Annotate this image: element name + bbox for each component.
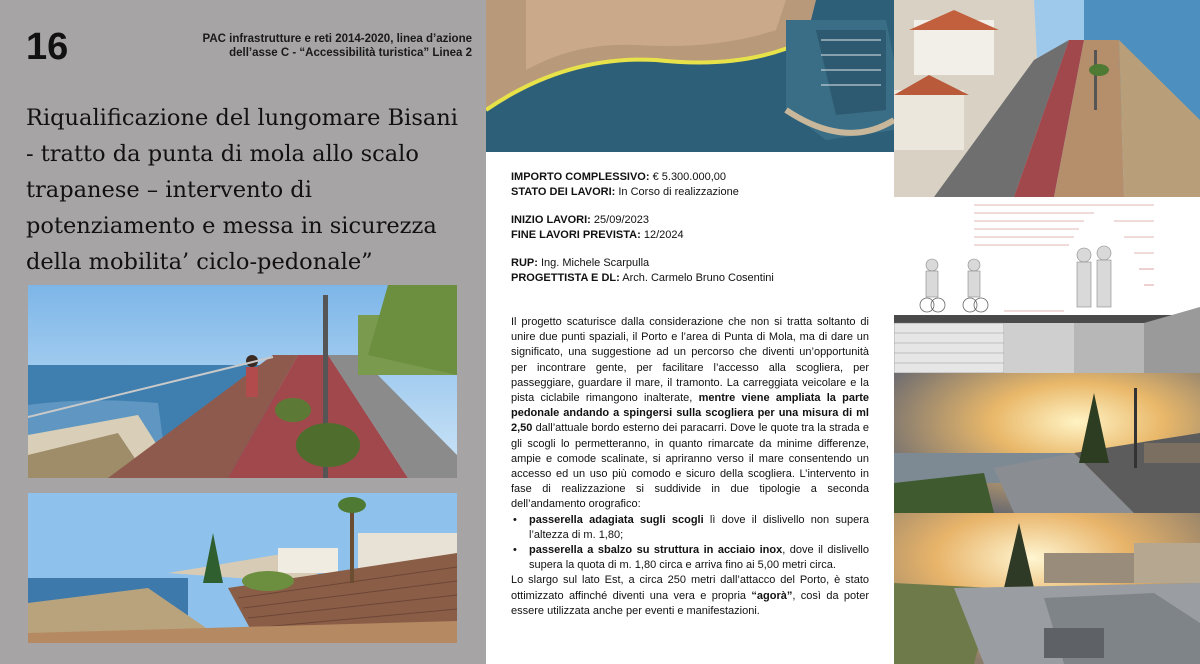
coastal-road-rendering (894, 0, 1200, 197)
plaza-rendering (894, 513, 1200, 664)
rup-row (511, 256, 871, 271)
list-item: • passerella adagiata sugli scogli lì dove il dislivello non supera l’altezza di m. 1,80; (511, 513, 869, 543)
progettista-label: PROGETTISTA E DL: (511, 271, 620, 284)
program-line-2: dell’asse C - “Accessibilità turistica” Linea 2 (229, 47, 472, 59)
stato-label: STATO DEI LAVORI: (511, 185, 616, 198)
project-title: Riqualificazione del lungomare Bisani - tratto da punta di mola allo scalo trapanese – intervento di potenziamento e messa in sicurezza della mobilita’ ciclo-pedonale” (26, 105, 458, 275)
coastal-road-illustration (894, 0, 1200, 197)
plaza-illustration (894, 513, 1200, 664)
program-reference (152, 32, 472, 60)
program-line-1: PAC infrastrutture e reti 2014-2020, linea d’azione (202, 33, 472, 45)
project-details (511, 170, 871, 285)
aerial-photo (486, 0, 894, 152)
aerial-illustration (486, 0, 894, 152)
fine-label: FINE LAVORI PREVISTA: (511, 228, 641, 241)
stato-value: In Corso di realizzazione (618, 185, 739, 198)
progettista-value: Arch. Carmelo Bruno Cosentini (622, 271, 774, 284)
rup-value: Ing. Michele Scarpulla (540, 257, 650, 269)
promenade-photo (28, 285, 457, 478)
list-item: • passerella a sbalzo su struttura in acciaio inox, dove il dislivello supera la quota di m. 1,80 circa e arriva fino ai 5,00 metri circa. (511, 543, 869, 573)
left-panel (0, 0, 486, 664)
fine-value: 12/2024 (643, 228, 684, 241)
importo-label: IMPORTO COMPLESSIVO: (511, 171, 650, 183)
fine-row (511, 228, 871, 243)
sunset-illustration (894, 373, 1200, 513)
sunset-rendering (894, 373, 1200, 513)
inizio-value: 25/09/2023 (593, 214, 649, 226)
rup-label: RUP: (511, 257, 538, 269)
description-highlight: mentre viene ampliata la parte pedonale andando a spingersi sulla scogliera per una misura di ml 2,50 (511, 392, 870, 435)
promenade-illustration (28, 285, 457, 478)
cross-section-drawing (894, 197, 1200, 373)
stato-row (511, 185, 871, 200)
steps-rendering (28, 493, 457, 643)
description-paragraph-2: Lo slargo sul lato Est, a circa 250 metri dall’attacco del Porto, è stato ottimizzato affinché diventi una vera e propria “agorà”, così da poter essere utilizzata anche per eventi e manifestazioni. (511, 574, 869, 617)
project-description (511, 315, 869, 619)
description-paragraph-1: Il progetto scaturisce dalla considerazione che non si tratta soltanto di unire due punti spaziali, il Porto e l’area di Punta di Mola, ma di dare un significato, una suggestione ad un percorso che diventi un’opportunità per incontrare gente, per facilitare l’accesso alla scogliera, per passeggiare, guardare il mare, il tramonto. La carreggiata veicolare e la pista ciclabile rimangono inalterate, mentre viene ampliata la parte pedonale andando a spingersi sulla scogliera per una misura di ml 2,50 dall’attuale bordo esterno dei paracarri. Dove le quote tra la strada e gli scogli lo permetteranno, in quanto rimarcate da minime differenze, ampie e comode scalinate, si apriranno verso il mare consentendo un accesso ed un uso più comodo e sicuro della scogliera. L’intervento in fase di realizzazione si suddivide in due tipologie a seconda dell’andamento orografico: (511, 316, 870, 511)
cross-section-illustration (894, 197, 1200, 373)
inizio-row (511, 213, 871, 228)
agora-highlight: “agorà” (751, 589, 793, 602)
page-number: 16 (26, 26, 69, 68)
steps-illustration (28, 493, 457, 643)
inizio-label: INIZIO LAVORI: (511, 214, 591, 226)
importo-value: € 5.300.000,00 (652, 171, 726, 183)
progettista-row (511, 271, 871, 286)
typology-list (511, 513, 869, 574)
importo-row (511, 170, 871, 185)
